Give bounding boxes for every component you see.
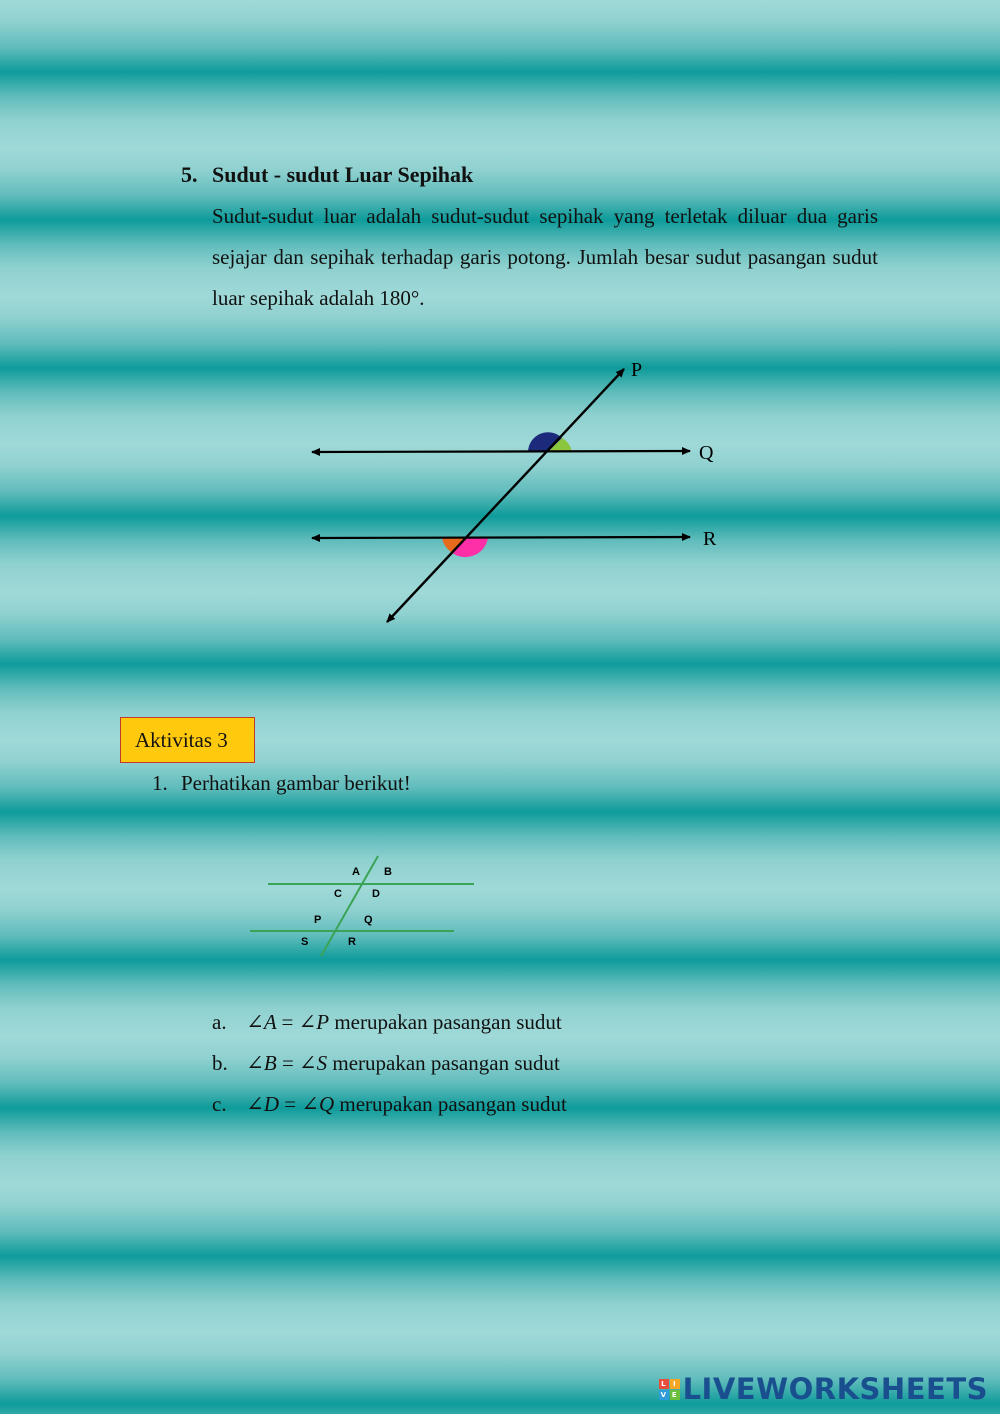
option-text: merupakan pasangan sudut: [334, 1010, 562, 1034]
option-text: merupakan pasangan sudut: [339, 1092, 567, 1116]
transversal-p: [387, 369, 624, 622]
angle-right: ∠Q: [301, 1092, 335, 1116]
question-number: 1.: [152, 771, 168, 795]
option-b: [212, 1051, 560, 1076]
activity-label: Aktivitas 3: [135, 727, 228, 752]
line-r: [312, 537, 690, 538]
logo-letter-i: I: [670, 1379, 680, 1389]
label-r: R: [703, 528, 717, 550]
logo-letter-e: E: [670, 1390, 680, 1400]
fig2-label-c: C: [334, 888, 342, 900]
option-letter: c.: [212, 1092, 227, 1116]
option-c: [212, 1092, 567, 1117]
fig2-label-p: P: [314, 914, 322, 926]
fig2-label-b: B: [384, 866, 392, 878]
section-paragraph: Sudut-sudut luar adalah sudut-sudut sepihak yang terletak diluar dua garis sejajar dan sepihak terhadap garis potong. Jumlah besar sudut pasangan sudut luar sepihak adalah 180°.: [212, 204, 878, 310]
option-text: merupakan pasangan sudut: [332, 1051, 560, 1075]
fig2-label-s: S: [301, 936, 309, 948]
fig2-label-a: A: [352, 866, 360, 878]
liveworksheets-logo[interactable]: [659, 1372, 988, 1406]
logo-letter-l: L: [659, 1379, 669, 1389]
fig2-label-d: D: [372, 888, 380, 900]
section-title-text: Sudut - sudut Luar Sepihak: [212, 162, 474, 187]
logo-grid-icon: [659, 1379, 680, 1400]
logo-letter-v: V: [659, 1390, 669, 1400]
option-letter: a.: [212, 1010, 227, 1034]
logo-text: LIVEWORKSHEETS: [682, 1372, 988, 1406]
equals-sign: =: [281, 1051, 294, 1075]
figure-labeled-angles: [240, 850, 490, 965]
fig2-label-q: Q: [364, 914, 373, 926]
fig2-label-r: R: [348, 936, 356, 948]
equals-sign: =: [284, 1092, 297, 1116]
line-q: [312, 451, 690, 452]
question-text: Perhatikan gambar berikut!: [181, 771, 411, 795]
angle-left: ∠D: [246, 1092, 280, 1116]
question-1: [152, 771, 411, 796]
equals-sign: =: [281, 1010, 294, 1034]
angle-left: ∠A: [246, 1010, 277, 1034]
angle-left: ∠B: [246, 1051, 277, 1075]
figure-parallel-lines: [0, 0, 1000, 700]
section-number: 5.: [181, 162, 198, 187]
angle-right: ∠P: [298, 1010, 330, 1034]
label-q: Q: [699, 442, 714, 464]
option-a: [212, 1010, 562, 1035]
activity-label-box: [120, 717, 255, 763]
option-letter: b.: [212, 1051, 228, 1075]
label-p: P: [631, 359, 643, 381]
angle-right: ∠S: [299, 1051, 328, 1075]
